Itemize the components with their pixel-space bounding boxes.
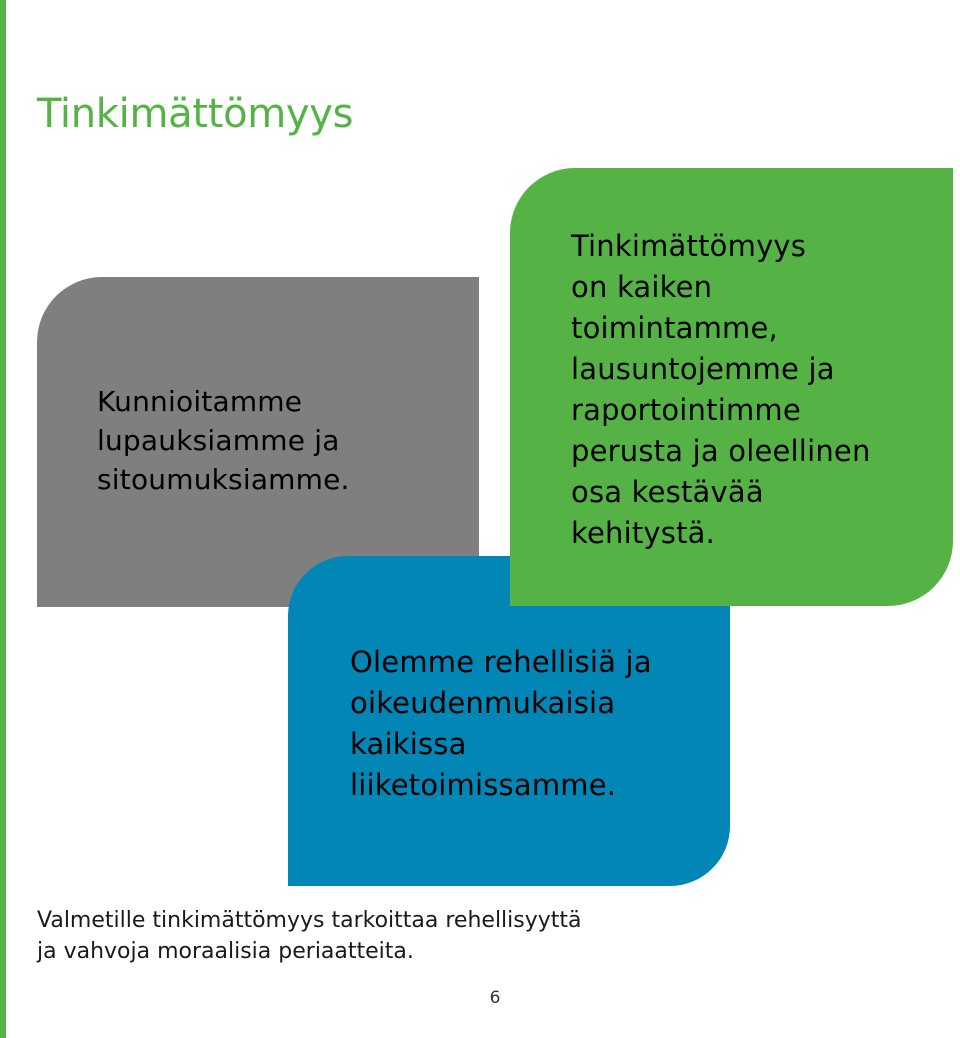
green-box-text: Tinkimättömyys on kaiken toimintamme, lausuntojemme ja raportointimme perusta ja oleellinen osa kestävää kehitystä. — [571, 229, 871, 550]
footer-statement: Valmetille tinkimättömyys tarkoittaa rehellisyyttä ja vahvoja moraalisia periaatteita. — [37, 908, 582, 964]
gray-box-text: Kunnioitamme lupauksiamme ja sitoumuksiamme. — [97, 385, 350, 496]
blue-box-text: Olemme rehellisiä ja oikeudenmukaisia kaikissa liiketoimissamme. — [350, 645, 652, 802]
page-number: 6 — [489, 988, 501, 1008]
left-accent-bar — [0, 0, 6, 1038]
page-title: Tinkimättömyys — [37, 91, 354, 137]
